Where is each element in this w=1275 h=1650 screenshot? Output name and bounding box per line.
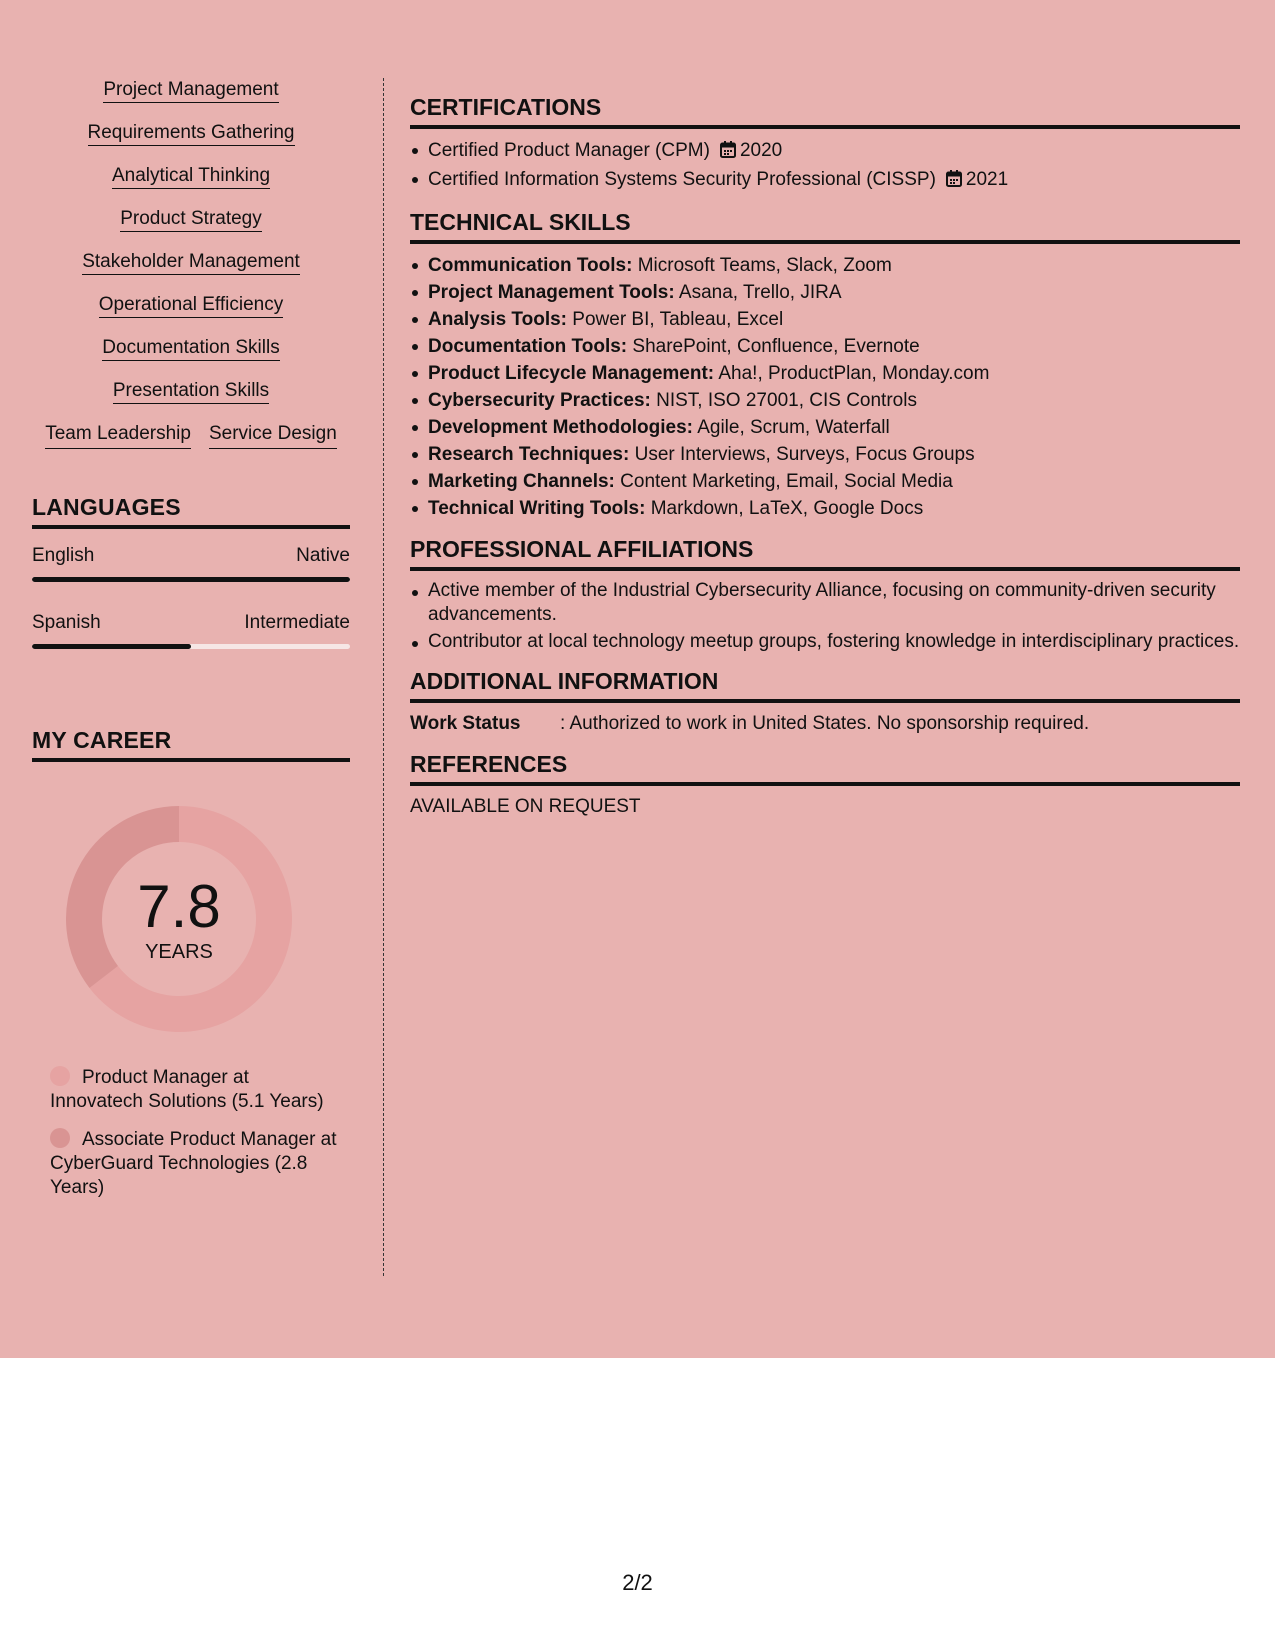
certifications-section bbox=[410, 94, 1240, 195]
work-status-label: Work Status bbox=[410, 713, 521, 734]
work-status-row bbox=[410, 711, 1240, 737]
certifications-list bbox=[410, 137, 1240, 195]
legend-dot-icon bbox=[50, 1128, 70, 1148]
languages-section bbox=[32, 494, 350, 649]
technical-skill-item bbox=[410, 279, 1240, 306]
calendar-icon bbox=[720, 139, 736, 166]
skill-category: Technical Writing Tools: bbox=[428, 498, 646, 519]
references-heading: REFERENCES bbox=[410, 751, 1240, 786]
career-legend bbox=[50, 1066, 340, 1200]
language-level: Native bbox=[296, 545, 350, 566]
additional-info-heading: ADDITIONAL INFORMATION bbox=[410, 668, 1240, 703]
skill-values: SharePoint, Confluence, Evernote bbox=[627, 336, 920, 357]
career-years-unit: YEARS bbox=[145, 941, 213, 963]
certification-item bbox=[410, 166, 1240, 195]
skill-category: Analysis Tools: bbox=[428, 309, 568, 330]
certifications-heading: CERTIFICATIONS bbox=[410, 94, 1240, 129]
affiliation-item: Contributor at local technology meetup groups, fostering knowledge in interdisciplinary practices. bbox=[410, 630, 1240, 654]
certification-name: Certified Information Systems Security Professional (CISSP) bbox=[428, 169, 936, 190]
skill-category: Development Methodologies: bbox=[428, 417, 693, 438]
technical-skill-item bbox=[410, 495, 1240, 522]
certification-name: Certified Product Manager (CPM) bbox=[428, 140, 710, 161]
technical-skill-item bbox=[410, 306, 1240, 333]
language-proficiency-fill bbox=[32, 644, 191, 649]
calendar-icon bbox=[946, 168, 962, 195]
skills-list bbox=[32, 78, 350, 466]
technical-skill-item bbox=[410, 441, 1240, 468]
skill-tag: Stakeholder Management bbox=[32, 250, 350, 276]
technical-skill-item bbox=[410, 360, 1240, 387]
skill-category: Cybersecurity Practices: bbox=[428, 390, 651, 411]
affiliation-item: Active member of the Industrial Cybersecurity Alliance, focusing on community-driven security advancements. bbox=[410, 579, 1240, 627]
language-level: Intermediate bbox=[244, 612, 350, 633]
skill-tag: Service Design bbox=[209, 422, 337, 449]
skill-category: Marketing Channels: bbox=[428, 471, 615, 492]
work-status-value: : Authorized to work in United States. No sponsorship required. bbox=[560, 713, 1090, 734]
career-legend-item bbox=[50, 1128, 340, 1200]
technical-skills-list bbox=[410, 252, 1240, 522]
skill-tag: Product Strategy bbox=[32, 207, 350, 233]
skill-tag: Project Management bbox=[32, 78, 350, 104]
career-heading: MY CAREER bbox=[32, 727, 350, 762]
certification-year: 2020 bbox=[739, 140, 783, 161]
skill-category: Project Management Tools: bbox=[428, 282, 675, 303]
skill-tag: Presentation Skills bbox=[32, 379, 350, 405]
skill-values: NIST, ISO 27001, CIS Controls bbox=[650, 390, 917, 411]
references-text: AVAILABLE ON REQUEST bbox=[410, 796, 641, 817]
skill-tag: Requirements Gathering bbox=[32, 121, 350, 147]
career-role-label: Product Manager at Innovatech Solutions (5.1 Years) bbox=[50, 1067, 324, 1112]
certification-item bbox=[410, 137, 1240, 166]
language-proficiency-bar bbox=[32, 644, 350, 649]
additional-info-section bbox=[410, 668, 1240, 737]
language-row bbox=[32, 545, 350, 567]
career-role-label: Associate Product Manager at CyberGuard Technologies (2.8 Years) bbox=[50, 1129, 337, 1198]
skill-values: Content Marketing, Email, Social Media bbox=[614, 471, 953, 492]
career-legend-item bbox=[50, 1066, 340, 1114]
affiliations-list bbox=[410, 579, 1240, 654]
skill-tag: Operational Efficiency bbox=[32, 293, 350, 319]
left-column bbox=[32, 78, 350, 1214]
skill-category: Communication Tools: bbox=[428, 255, 633, 276]
technical-skill-item bbox=[410, 387, 1240, 414]
page-number: 2/2 bbox=[622, 1570, 653, 1595]
technical-skill-item bbox=[410, 252, 1240, 279]
technical-skills-heading: TECHNICAL SKILLS bbox=[410, 209, 1240, 244]
career-section bbox=[32, 727, 350, 1200]
skill-category: Research Techniques: bbox=[428, 444, 630, 465]
technical-skill-item bbox=[410, 414, 1240, 441]
skill-values: Microsoft Teams, Slack, Zoom bbox=[632, 255, 892, 276]
column-divider bbox=[383, 78, 384, 1276]
language-row bbox=[32, 612, 350, 634]
skill-values: Markdown, LaTeX, Google Docs bbox=[645, 498, 924, 519]
career-total-years: 7.8 bbox=[137, 873, 221, 940]
skill-values: Power BI, Tableau, Excel bbox=[567, 309, 784, 330]
skill-category: Documentation Tools: bbox=[428, 336, 628, 357]
affiliations-heading: PROFESSIONAL AFFILIATIONS bbox=[410, 536, 1240, 571]
skill-tag: Team Leadership bbox=[45, 422, 191, 449]
skill-tag: Analytical Thinking bbox=[32, 164, 350, 190]
references-section bbox=[410, 751, 1240, 820]
legend-dot-icon bbox=[50, 1066, 70, 1086]
language-proficiency-fill bbox=[32, 577, 350, 582]
skill-category: Product Lifecycle Management: bbox=[428, 363, 715, 384]
right-column bbox=[410, 94, 1240, 834]
skill-tag: Documentation Skills bbox=[32, 336, 350, 362]
skill-values: Agile, Scrum, Waterfall bbox=[692, 417, 890, 438]
technical-skills-section bbox=[410, 209, 1240, 522]
skill-values: Asana, Trello, JIRA bbox=[674, 282, 842, 303]
technical-skill-item bbox=[410, 333, 1240, 360]
language-proficiency-bar bbox=[32, 577, 350, 582]
career-donut-chart bbox=[66, 806, 292, 1032]
language-name: Spanish bbox=[32, 612, 101, 633]
language-name: English bbox=[32, 545, 95, 566]
affiliations-section bbox=[410, 536, 1240, 654]
skill-values: Aha!, ProductPlan, Monday.com bbox=[714, 363, 990, 384]
certification-year: 2021 bbox=[965, 169, 1009, 190]
languages-heading: LANGUAGES bbox=[32, 494, 350, 529]
technical-skill-item bbox=[410, 468, 1240, 495]
skill-values: User Interviews, Surveys, Focus Groups bbox=[629, 444, 975, 465]
